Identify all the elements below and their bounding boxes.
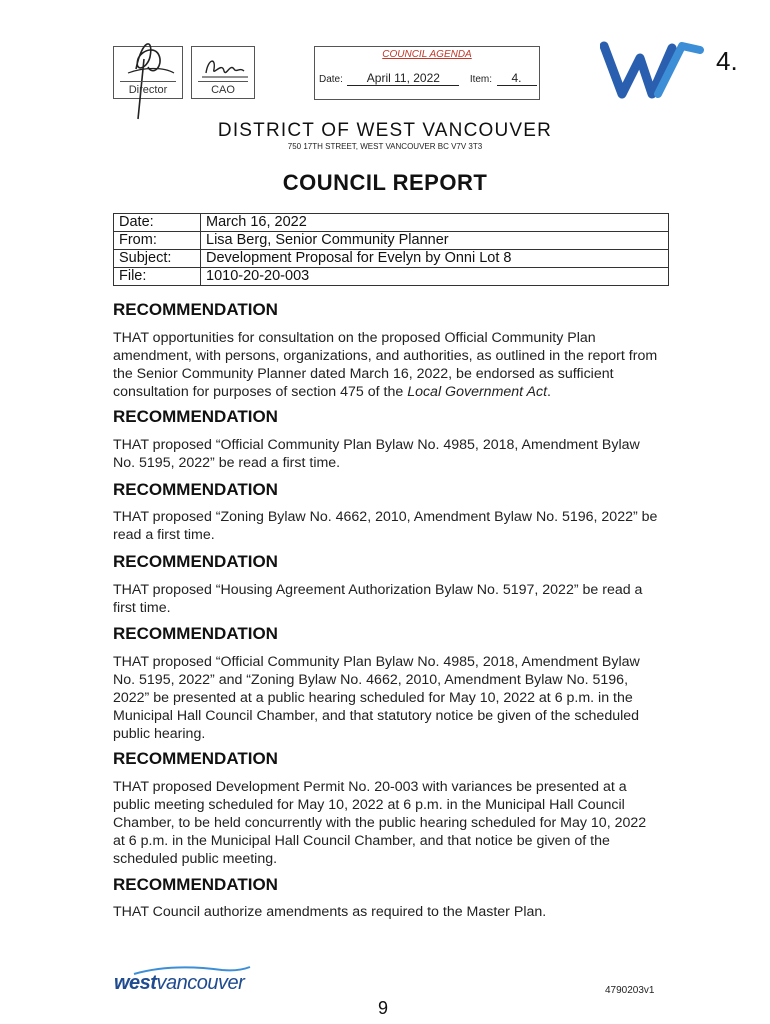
meta-from-value: Lisa Berg, Senior Community Planner [201, 232, 669, 250]
recommendation-7-body: THAT Council authorize amendments as required to the Master Plan. [113, 904, 547, 920]
meta-row-subject [114, 250, 669, 268]
item-number: 4. [716, 46, 738, 76]
meta-file-label: File: [114, 268, 201, 286]
recommendation-1-body [113, 329, 661, 401]
page-number: 9 [378, 998, 389, 1018]
recommendation-1-act-name: Local Government Act [407, 384, 548, 400]
director-signature-box [113, 46, 183, 99]
cao-signature-line [198, 81, 248, 82]
cao-signature-icon [192, 49, 256, 89]
meta-subject-label: Subject: [114, 250, 201, 268]
director-label: Director [128, 84, 168, 96]
cao-signature-box [191, 46, 255, 99]
recommendation-1-heading: RECOMMENDATION [113, 300, 278, 319]
director-signature-line [120, 81, 176, 82]
meta-date-value: March 16, 2022 [201, 214, 669, 232]
agenda-date-value: April 11, 2022 [347, 71, 459, 86]
meta-row-from [114, 232, 669, 250]
cao-label: CAO [211, 84, 235, 96]
meta-row-date [114, 214, 669, 232]
recommendation-4-body: THAT proposed “Housing Agreement Authorization Bylaw No. 5197, 2022” be read a first time. [113, 582, 643, 616]
recommendation-3-body: THAT proposed “Zoning Bylaw No. 4662, 2010, Amendment Bylaw No. 5196, 2022” be read a first time. [113, 509, 658, 543]
agenda-item-value: 4. [497, 71, 537, 86]
footer-logo-west: west [114, 972, 157, 994]
recommendation-5-body: THAT proposed “Official Community Plan Bylaw No. 4985, 2018, Amendment Bylaw No. 5195, 2022” and “Zoning Bylaw No. 4662, 2010, Amendment Bylaw No. 5196, 2022” be presented at a public hearing scheduled for May 10, 2022 at 6 p.m. in the Municipal Hall Council Chamber, and that statutory notice be given of the scheduled public hearing. [113, 654, 640, 742]
recommendation-7-heading: RECOMMENDATION [113, 875, 278, 894]
report-title: COUNCIL REPORT [282, 170, 488, 195]
meta-from-label: From: [114, 232, 201, 250]
recommendation-6-heading: RECOMMENDATION [113, 749, 278, 768]
recommendation-2-body: THAT proposed “Official Community Plan Bylaw No. 4985, 2018, Amendment Bylaw No. 5195, 2022” be read a first time. [113, 437, 640, 471]
agenda-date-label: Date: [319, 74, 343, 85]
recommendation-6-body: THAT proposed Development Permit No. 20-003 with variances be presented at a public meeting scheduled for May 10, 2022 at 6 p.m. in the Municipal Hall Council Chamber, to be held concurrently with the public hearing scheduled for May 10, 2022 at 6 p.m. in the Municipal Hall Council Chamber, and that notice be given of the scheduled public meeting. [113, 779, 647, 867]
recommendation-3-heading: RECOMMENDATION [113, 480, 278, 499]
report-meta-table [113, 213, 669, 286]
council-agenda-box [314, 46, 540, 100]
recommendation-4-heading: RECOMMENDATION [113, 552, 278, 571]
agenda-item-label: Item: [469, 74, 493, 85]
meta-row-file [114, 268, 669, 286]
meta-file-value: 1010-20-20-003 [201, 268, 669, 286]
recommendation-5-heading: RECOMMENDATION [113, 624, 278, 643]
recommendation-2-heading: RECOMMENDATION [113, 407, 278, 426]
west-vancouver-logo-icon [600, 40, 710, 100]
district-address: 750 17TH STREET, WEST VANCOUVER BC V7V 3T3 [287, 142, 483, 151]
recommendation-1-text-end: . [547, 384, 551, 400]
document-id: 4790203v1 [605, 985, 655, 996]
meta-subject-value: Development Proposal for Evelyn by Onni Lot 8 [201, 250, 669, 268]
footer-logo [114, 972, 244, 995]
footer-logo-vancouver: vancouver [156, 972, 245, 994]
agenda-title: COUNCIL AGENDA [382, 49, 472, 60]
district-name: DISTRICT OF WEST VANCOUVER [217, 120, 553, 141]
recommendation-1-text: THAT opportunities for consultation on the proposed Official Community Plan amendment, with persons, organizations, and authorities, as outlined in the report from the Senior Community Planner dated March 16, 2022, be endorsed as sufficient consultation for purposes of section 475 of the [113, 330, 658, 400]
meta-date-label: Date: [114, 214, 201, 232]
